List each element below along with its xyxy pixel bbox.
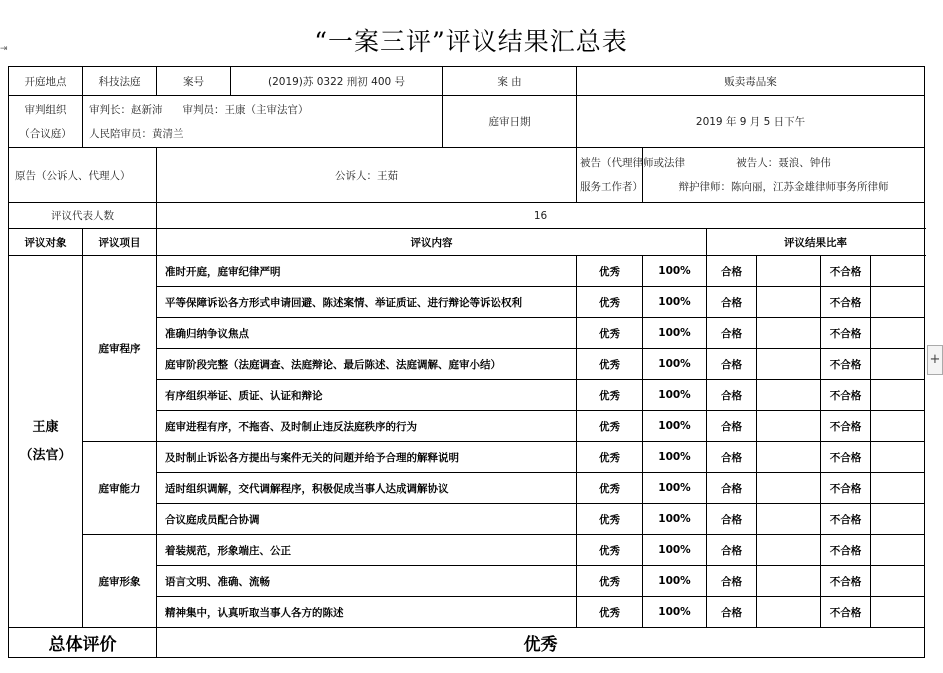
cause-value: 贩卖毒品案: [577, 67, 925, 96]
table-row: [9, 256, 925, 287]
excellent-label: 优秀: [577, 287, 643, 318]
review-content: 精神集中，认真听取当事人各方的陈述: [157, 597, 577, 628]
excellent-label: 优秀: [577, 380, 643, 411]
col-item: 评议项目: [83, 229, 157, 256]
review-content: 着装规范，形象端庄、公正: [157, 535, 577, 566]
fail-label: 不合格: [821, 318, 871, 349]
excellent-rate: 100%: [643, 349, 707, 380]
case-no-label: 案号: [157, 67, 231, 96]
pass-label: 合格: [707, 442, 757, 473]
page-title: “一案三评”评议结果汇总表: [314, 27, 628, 56]
panel-members: 审判长：赵新沛 审判员：王康（主审法官） 人民陪审员：黄清兰: [83, 96, 443, 148]
pass-label: 合格: [707, 566, 757, 597]
excellent-label: 优秀: [577, 473, 643, 504]
pass-rate: [757, 380, 821, 411]
excellent-rate: 100%: [643, 442, 707, 473]
excellent-rate: 100%: [643, 566, 707, 597]
excellent-label: 优秀: [577, 442, 643, 473]
fail-label: 不合格: [821, 349, 871, 380]
fail-label: 不合格: [821, 442, 871, 473]
fail-label: 不合格: [821, 566, 871, 597]
pass-label: 合格: [707, 535, 757, 566]
hearing-date-value: 2019 年 9 月 5 日下午: [577, 96, 925, 148]
excellent-rate: 100%: [643, 318, 707, 349]
pass-label: 合格: [707, 473, 757, 504]
review-content: 有序组织举证、质证、认证和辩论: [157, 380, 577, 411]
review-content: 准确归纳争议焦点: [157, 318, 577, 349]
panel-label: 审判组织 （合议庭）: [9, 96, 83, 148]
table-row: [9, 535, 925, 566]
pass-rate: [757, 318, 821, 349]
reviewers-label: 评议代表人数: [9, 203, 157, 229]
fail-rate: [871, 287, 925, 318]
excellent-rate: 100%: [643, 411, 707, 442]
cause-label: 案 由: [443, 67, 577, 96]
paragraph-mark-icon: ⇥: [0, 44, 8, 54]
excellent-label: 优秀: [577, 504, 643, 535]
plaintiff-value: 公诉人：王茹: [157, 148, 577, 203]
pass-label: 合格: [707, 256, 757, 287]
pass-label: 合格: [707, 504, 757, 535]
add-row-button[interactable]: +: [927, 345, 943, 375]
pass-rate: [757, 535, 821, 566]
excellent-label: 优秀: [577, 535, 643, 566]
defendant-value: 被告人：聂浪、钟伟 辩护律师：陈向丽，江苏金雄律师事务所律师: [643, 148, 925, 203]
pass-label: 合格: [707, 318, 757, 349]
fail-rate: [871, 380, 925, 411]
defendant-label: 被告（代理律师或法律 服务工作者）: [577, 148, 643, 203]
excellent-rate: 100%: [643, 535, 707, 566]
excellent-label: 优秀: [577, 256, 643, 287]
col-result: 评议结果比率: [707, 229, 925, 256]
judge-cell: 王康 （法官）: [9, 256, 83, 628]
excellent-rate: 100%: [643, 597, 707, 628]
pass-rate: [757, 566, 821, 597]
pass-rate: [757, 442, 821, 473]
fail-label: 不合格: [821, 380, 871, 411]
fail-label: 不合格: [821, 256, 871, 287]
review-content: 准时开庭，庭审纪律严明: [157, 256, 577, 287]
fail-label: 不合格: [821, 597, 871, 628]
excellent-label: 优秀: [577, 349, 643, 380]
review-item-2: 庭审形象: [83, 535, 157, 628]
review-content: 合议庭成员配合协调: [157, 504, 577, 535]
fail-label: 不合格: [821, 535, 871, 566]
excellent-rate: 100%: [643, 380, 707, 411]
excellent-label: 优秀: [577, 411, 643, 442]
pass-rate: [757, 504, 821, 535]
excellent-rate: 100%: [643, 287, 707, 318]
excellent-rate: 100%: [643, 256, 707, 287]
fail-rate: [871, 504, 925, 535]
plaintiff-label: 原告（公诉人、代理人）: [9, 148, 157, 203]
fail-rate: [871, 349, 925, 380]
table-row: [9, 442, 925, 473]
excellent-label: 优秀: [577, 597, 643, 628]
fail-rate: [871, 256, 925, 287]
court-location-value: 科技法庭: [83, 67, 157, 96]
overall-value: 优秀: [157, 628, 925, 658]
pass-label: 合格: [707, 411, 757, 442]
review-content: 语言文明、准确、流畅: [157, 566, 577, 597]
fail-label: 不合格: [821, 504, 871, 535]
review-content: 适时组织调解，交代调解程序，积极促成当事人达成调解协议: [157, 473, 577, 504]
review-content: 平等保障诉讼各方形式申请回避、陈述案情、举证质证、进行辩论等诉讼权利: [157, 287, 577, 318]
excellent-label: 优秀: [577, 318, 643, 349]
fail-label: 不合格: [821, 473, 871, 504]
pass-label: 合格: [707, 380, 757, 411]
hearing-date-label: 庭审日期: [443, 96, 577, 148]
excellent-rate: 100%: [643, 473, 707, 504]
excellent-rate: 100%: [643, 504, 707, 535]
fail-rate: [871, 473, 925, 504]
review-item-0: 庭审程序: [83, 256, 157, 442]
fail-rate: [871, 411, 925, 442]
overall-label: 总体评价: [9, 628, 157, 658]
col-content: 评议内容: [157, 229, 707, 256]
pass-rate: [757, 256, 821, 287]
pass-rate: [757, 287, 821, 318]
pass-label: 合格: [707, 597, 757, 628]
review-item-1: 庭审能力: [83, 442, 157, 535]
court-location-label: 开庭地点: [9, 67, 83, 96]
review-content: 庭审进程有序，不拖沓、及时制止违反法庭秩序的行为: [157, 411, 577, 442]
review-content: 及时制止诉讼各方提出与案件无关的问题并给予合理的解释说明: [157, 442, 577, 473]
fail-rate: [871, 597, 925, 628]
pass-rate: [757, 349, 821, 380]
review-summary-table: [8, 66, 925, 658]
fail-label: 不合格: [821, 287, 871, 318]
fail-rate: [871, 442, 925, 473]
pass-label: 合格: [707, 349, 757, 380]
fail-rate: [871, 535, 925, 566]
excellent-label: 优秀: [577, 566, 643, 597]
review-content: 庭审阶段完整（法庭调查、法庭辩论、最后陈述、法庭调解、庭审小结）: [157, 349, 577, 380]
fail-label: 不合格: [821, 411, 871, 442]
pass-rate: [757, 473, 821, 504]
reviewers-count: 16: [157, 203, 925, 229]
pass-rate: [757, 597, 821, 628]
pass-rate: [757, 411, 821, 442]
fail-rate: [871, 566, 925, 597]
col-object: 评议对象: [9, 229, 83, 256]
pass-label: 合格: [707, 287, 757, 318]
case-no-value: (2019)苏 0322 刑初 400 号: [231, 67, 443, 96]
fail-rate: [871, 318, 925, 349]
